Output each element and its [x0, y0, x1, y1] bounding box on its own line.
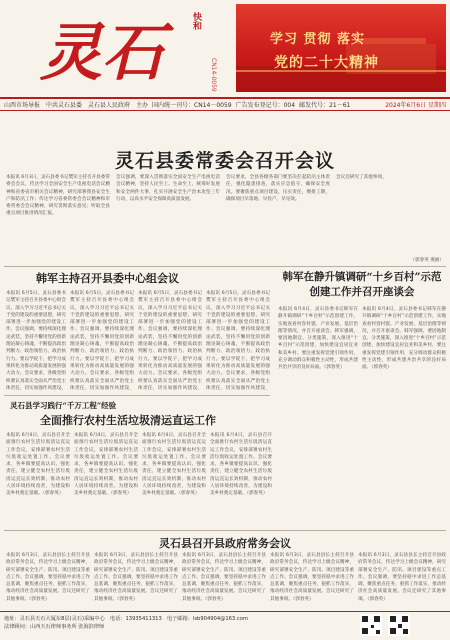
a4-headline: 全面推行农村生活垃圾清运直运工作: [40, 414, 216, 427]
divider: [4, 395, 270, 396]
cn-number: 国内统一刊号：CN14－0059: [152, 102, 232, 109]
qr-code-icon: [360, 614, 382, 636]
a2-col3: 本报讯 6月5日，灵石县委书记樊军主持召开县委中心组会议，深入学习习近平总书记关于党的建设的重要思想，研究部署进一步加强党的建设工作。会议强调，要持续深化理论武装，坚持不懈用党的创新理论凝心铸魂，不断提高政治判断力、政治领悟力、政治执行力。要以学促干，把学习成果转化为推动高质量发展的强大动力。会议要求，各级党组织要认真落实全面从严治党主体责任，切实加强作风建设，: [138, 291, 202, 391]
a5-col5: 本报讯 6月3日，灵石县县长主持召开县政府常务会议，传达学习上级会议精神，研究部署安全生产、防汛、项目建设等重点工作。会议强调，要坚持稳中求进工作总基调，聚焦重点任务，狠抓工作落实，推动经济社会高质量发展。会议还研究了其他事项。（郭春英）: [358, 553, 446, 602]
a2-headline: 韩军主持召开县委中心组会议: [36, 272, 179, 285]
a5-col3: 本报讯 6月3日，灵石县县长主持召开县政府常务会议，传达学习上级会议精神，研究部署安全生产、防汛、项目建设等重点工作。会议强调，要坚持稳中求进工作总基调，聚焦重点任务，狠抓工作落实，推动经济社会高质量发展。会议还研究了其他事项。（郭春英）: [182, 553, 266, 602]
ad-license: 广告发布登记号：004: [235, 102, 296, 109]
a4-kicker: 灵石县学习践行“千万工程”经验: [10, 401, 117, 410]
lead-col1: 本报讯 6月3日，灵石县委书记樊军主持召开县委常委会会议，传达学习全国安全生产电视电话会议精神和省委省市相关会议精神，研究部署我县安全生产和防汛工作；传达学习省委常委会会议精神和市委常委会会议精神，研究贯彻落实意见；听取全县重点项目推进情况汇报。: [6, 175, 110, 217]
a4-col1: 本报讯 6月4日，灵石县召开全面推行农村生活垃圾清运直运工作会议，安排部署农村生活垃圾收运处置工作。会议要求，各乡镇要提高认识、强化责任，建立健全农村生活垃圾清运直运长效机制，推动农村人居环境持续改善，为建设和美乡村奠定基础。（郭春英）: [6, 433, 70, 497]
lead-col2: 会议强调，要深入贯彻落实全国安全生产电视电话会议精神，坚持人民至上、生命至上，统筹好发展和安全两件大事，扎实开展安全生产治本攻坚三年行动，以高水平安全保障高质量发展。: [116, 175, 220, 202]
a2-col2: 本报讯 6月5日，灵石县委书记樊军主持召开县委中心组会议，深入学习习近平总书记关于党的建设的重要思想，研究部署进一步加强党的建设工作。会议强调，要持续深化理论武装，坚持不懈用党的创新理论凝心铸魂，不断提高政治判断力、政治领悟力、政治执行力。要以学促干，把学习成果转化为推动高质量发展的强大动力。会议要求，各级党组织要认真落实全面从严治党主体责任，切实加强作风建设，: [70, 291, 134, 391]
masthead-subtitle: 快和: [191, 12, 201, 30]
a4-col4: 本报讯 6月4日，灵石县召开全面推行农村生活垃圾清运直运工作会议，安排部署农村生活垃圾收运处置工作。会议要求，各乡镇要提高认识、强化责任，建立健全农村生活垃圾清运直运长效机制，推动农村人居环境持续改善，为建设和美乡村奠定基础。（郭春英）: [210, 433, 272, 497]
a5-col4: 本报讯 6月3日，灵石县县长主持召开县政府常务会议，传达学习上级会议精神，研究部署安全生产、防汛、项目建设等重点工作。会议强调，要坚持稳中求进工作总基调，聚焦重点任务，狠抓工作落实，推动经济社会高质量发展。会议还研究了其他事项。（郭春英）: [270, 553, 354, 602]
svg-text:灵石: 灵石: [40, 16, 165, 89]
info-bar: [0, 97, 450, 111]
publisher-units: 山西市场导报 中共灵石县委 灵石县人民政府 主办: [4, 102, 149, 109]
lead-col3: 会议要求，全县各级各部门要坚决扛起防汛主体责任，强化隐患排查，落实应急值守，确保安全度汛。要聚焦重点项目建设，压实责任，倒排工期，确保项目早落地、早投产、早见效。: [226, 175, 330, 202]
a3-headline: 韩军在静升镇调研“十乡百村”示范创建工作并召开座谈会: [282, 271, 442, 298]
qr-code-icon: [388, 614, 410, 636]
lead-col4: 会议还研究了其他事项。: [336, 175, 387, 180]
footer-legal: 法律顾问：山西天石律师事务所 张海滨律师: [4, 624, 105, 630]
issue-date: 2024年6月6日 星期四: [385, 102, 446, 109]
a5-col2: 本报讯 6月3日，灵石县县长主持召开县政府常务会议，传达学习上级会议精神，研究部署安全生产、防汛、项目建设等重点工作。会议强调，要坚持稳中求进工作总基调，聚焦重点任务，狠抓工作落实，推动经济社会高质量发展。会议还研究了其他事项。（郭春英）: [94, 553, 178, 602]
footer-address: 地址：灵石县天石大厦东8层(灵石)采编中心 电话：13935411313 电子邮箱：lsb904904@163.com: [4, 616, 248, 622]
great-hall-icon: [236, 4, 446, 92]
banner-line2: 党的二十大精神: [274, 55, 379, 71]
a3-col2: 本报讯 6月4日，灵石县委书记韩军在静升镇调研“十乡百村”示范创建工作，实地查看村容村貌、产业发展、基层治理等情况，并召开座谈会。韩军强调，要因地制宜、分类施策，深入推进“十乡百村”示范创建，加快建设宜居宜业和美乡村。要注重发挥党建引领作用，充分调动群众积极性主动性，形成共建共治共享的良好局面。（郭春英）: [362, 307, 446, 371]
a2-col1: 本报讯 6月5日，灵石县委书记樊军主持召开县委中心组会议，深入学习习近平总书记关于党的建设的重要思想，研究部署进一步加强党的建设工作。会议强调，要持续深化理论武装，坚持不懈用党的创新理论凝心铸魂，不断提高政治判断力、政治领悟力、政治执行力。要以学促干，把学习成果转化为推动高质量发展的强大动力。会议要求，各级党组织要认真落实全面从严治党主体责任，切实加强作风建设，: [6, 291, 66, 391]
banner-line1: 学习 贯彻 落实: [270, 32, 366, 47]
masthead-cn: CN14-0059: [210, 58, 217, 92]
lead-byline: （郭春英 燕丽）: [410, 258, 444, 263]
a2-col4: 本报讯 6月5日，灵石县委书记樊军主持召开县委中心组会议，深入学习习近平总书记关于党的建设的重要思想，研究部署进一步加强党的建设工作。会议强调，要持续深化理论武装，坚持不懈用党的创新理论凝心铸魂，不断提高政治判断力、政治领悟力、政治执行力。要以学促干，把学习成果转化为推动高质量发展的强大动力。会议要求，各级党组织要认真落实全面从严治党主体责任，切实加强作风建设，: [206, 291, 270, 391]
postal-code: 邮发代号：21－61: [299, 102, 351, 109]
a3-col1: 本报讯 6月4日，灵石县委书记韩军在静升镇调研“十乡百村”示范创建工作，实地查看村容村貌、产业发展、基层治理等情况，并召开座谈会。韩军强调，要因地制宜、分类施策，深入推进“十乡百村”示范创建，加快建设宜居宜业和美乡村。要注重发挥党建引领作用，充分调动群众积极性主动性，形成共建共治共享的良好局面。（郭春英）: [278, 307, 358, 371]
footer: [0, 611, 450, 640]
a5-col1: 本报讯 6月3日，灵石县县长主持召开县政府常务会议，传达学习上级会议精神，研究部署安全生产、防汛、项目建设等重点工作。会议强调，要坚持稳中求进工作总基调，聚焦重点任务，狠抓工作落实，推动经济社会高质量发展。会议还研究了其他事项。（郭春英）: [6, 553, 90, 602]
divider: [4, 266, 446, 267]
masthead-logo: [38, 4, 188, 92]
a4-col3: 本报讯 6月4日，灵石县召开全面推行农村生活垃圾清运直运工作会议，安排部署农村生活垃圾收运处置工作。会议要求，各乡镇要提高认识、强化责任，建立健全农村生活垃圾清运直运长效机制，推动农村人居环境持续改善，为建设和美乡村奠定基础。（郭春英）: [142, 433, 206, 497]
lead-headline: 灵石县委常委会召开会议: [114, 150, 335, 172]
a4-col2: 本报讯 6月4日，灵石县召开全面推行农村生活垃圾清运直运工作会议，安排部署农村生活垃圾收运处置工作。会议要求，各乡镇要提高认识、强化责任，建立健全农村生活垃圾清运直运长效机制，推动农村人居环境持续改善，为建设和美乡村奠定基础。（郭春英）: [74, 433, 138, 497]
divider: [4, 530, 446, 531]
a5-headline: 灵石县召开县政府常务会议: [159, 537, 291, 550]
banner: [236, 4, 446, 92]
